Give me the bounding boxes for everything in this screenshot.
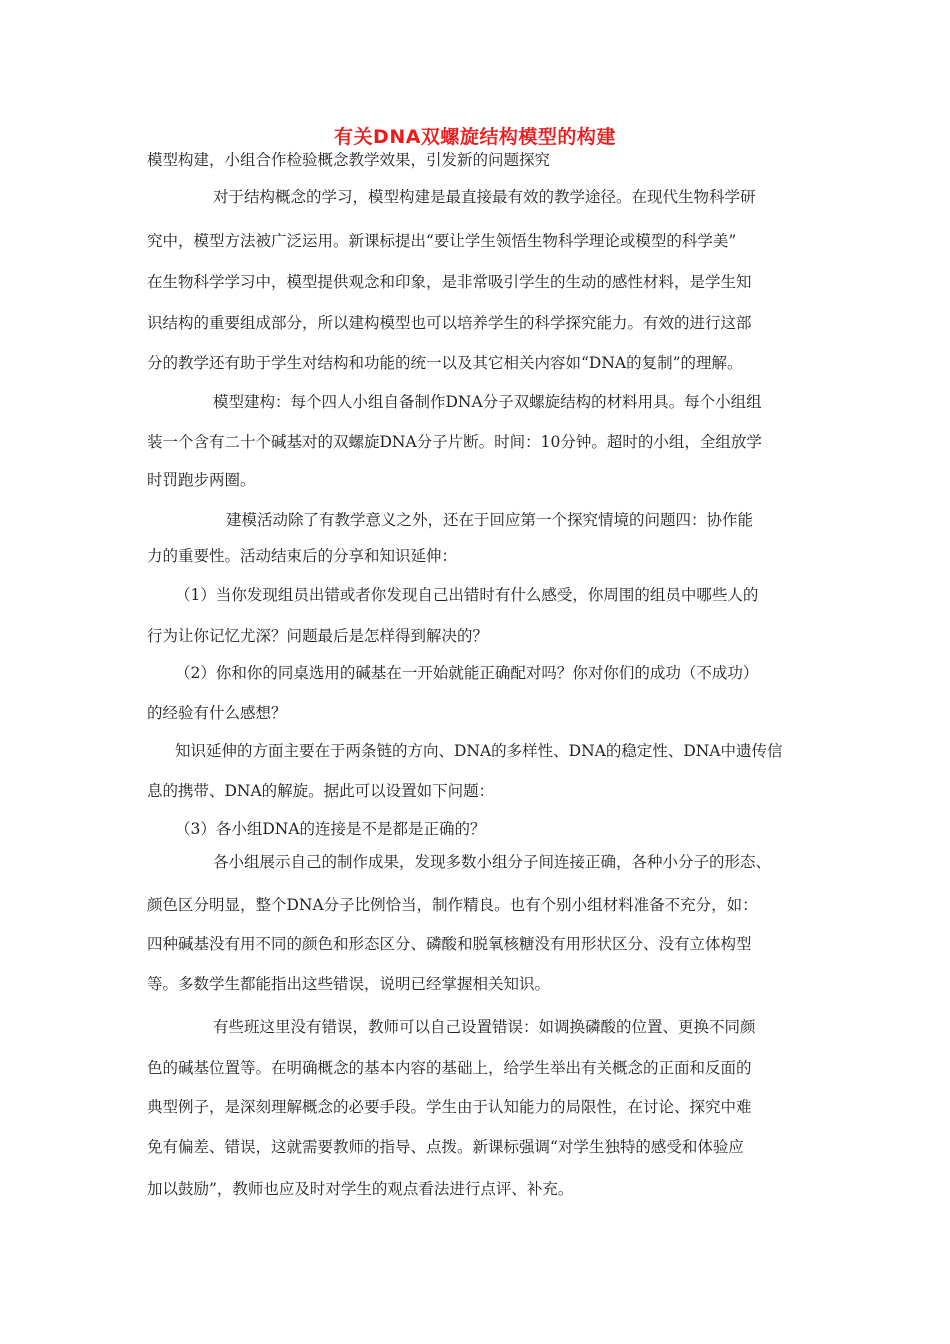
paragraph-line: 色的碱基位置等。在明确概念的基本内容的基础上，给学生举出有关概念的正面和反面的 [147, 1059, 752, 1077]
paragraph-line: 在生物科学学习中，模型提供观念和印象，是非常吸引学生的生动的感性材料，是学生知 [147, 273, 752, 291]
paragraph-line: 究中，模型方法被广泛运用。新课标提出“要让学生领悟生物科学理论或模型的科学美” [147, 232, 737, 250]
paragraph-line: 建模活动除了有教学意义之外，还在于回应第一个探究情境的问题四：协作能 [226, 511, 754, 529]
paragraph-line: 时罚跑步两圈。 [147, 471, 256, 489]
page-title: 有关DNA双螺旋结构模型的构建 [334, 126, 616, 148]
paragraph-line: 的经验有什么感想？ [147, 704, 287, 722]
paragraph-line: 息的携带、DNA的解旋。据此可以设置如下问题： [147, 782, 495, 800]
paragraph-line: （1）当你发现组员出错或者你发现自己出错时有什么感受，你周围的组员中哪些人的 [175, 586, 759, 604]
subtitle: 模型构建，小组合作检验概念教学效果，引发新的问题探究 [147, 151, 551, 169]
paragraph-line: 各小组展示自己的制作成果，发现多数小组分子间连接正确，各种小分子的形态、 [213, 853, 772, 871]
paragraph-line: 知识延伸的方面主要在于两条链的方向、DNA的多样性、DNA的稳定性、DNA中遗传信 [175, 742, 783, 760]
paragraph-line: 力的重要性。活动结束后的分享和知识延伸： [147, 547, 458, 565]
paragraph-line: 行为让你记忆尤深？问题最后是怎样得到解决的？ [147, 627, 489, 645]
paragraph-line: 对于结构概念的学习，模型构建是最直接最有效的教学途径。在现代生物科学研 [213, 188, 756, 206]
paragraph-line: 免有偏差、错误，这就需要教师的指导、点拨。新课标强调“对学生独特的感受和体验应 [147, 1138, 744, 1156]
paragraph-line: 颜色区分明显，整个DNA分子比例恰当，制作精良。也有个别小组材料准备不充分，如： [147, 896, 758, 914]
paragraph-line: 分的教学还有助于学生对结构和功能的统一以及其它相关内容如“DNA的复制”的理解。 [147, 354, 743, 372]
paragraph-line: 四种碱基没有用不同的颜色和形态区分、磷酸和脱氧核糖没有用形状区分、没有立体构型 [147, 935, 752, 953]
paragraph-line: 装一个含有二十个碱基对的双螺旋DNA分子片断。时间：10分钟。超时的小组，全组放学 [147, 433, 762, 451]
paragraph-line: （2）你和你的同桌选用的碱基在一开始就能正确配对吗？你对你们的成功（不成功） [175, 664, 759, 682]
paragraph-line: 加以鼓励”，教师也应及时对学生的观点看法进行点评、补充。 [147, 1180, 574, 1198]
paragraph-line: 识结构的重要组成部分，所以建构模型也可以培养学生的科学探究能力。有效的进行这部 [147, 314, 752, 332]
paragraph-line: 等。多数学生都能指出这些错误，说明已经掌握相关知识。 [147, 975, 551, 993]
paragraph-line: 典型例子，是深刻理解概念的必要手段。学生由于认知能力的局限性，在讨论、探究中难 [147, 1098, 752, 1116]
paragraph-line: 有些班这里没有错误，教师可以自己设置错误：如调换磷酸的位置、更换不同颜 [213, 1018, 756, 1036]
paragraph-line: 模型建构：每个四人小组自备制作DNA分子双螺旋结构的材料用具。每个小组组 [213, 393, 762, 411]
paragraph-line: （3）各小组DNA的连接是不是都是正确的？ [175, 820, 486, 838]
